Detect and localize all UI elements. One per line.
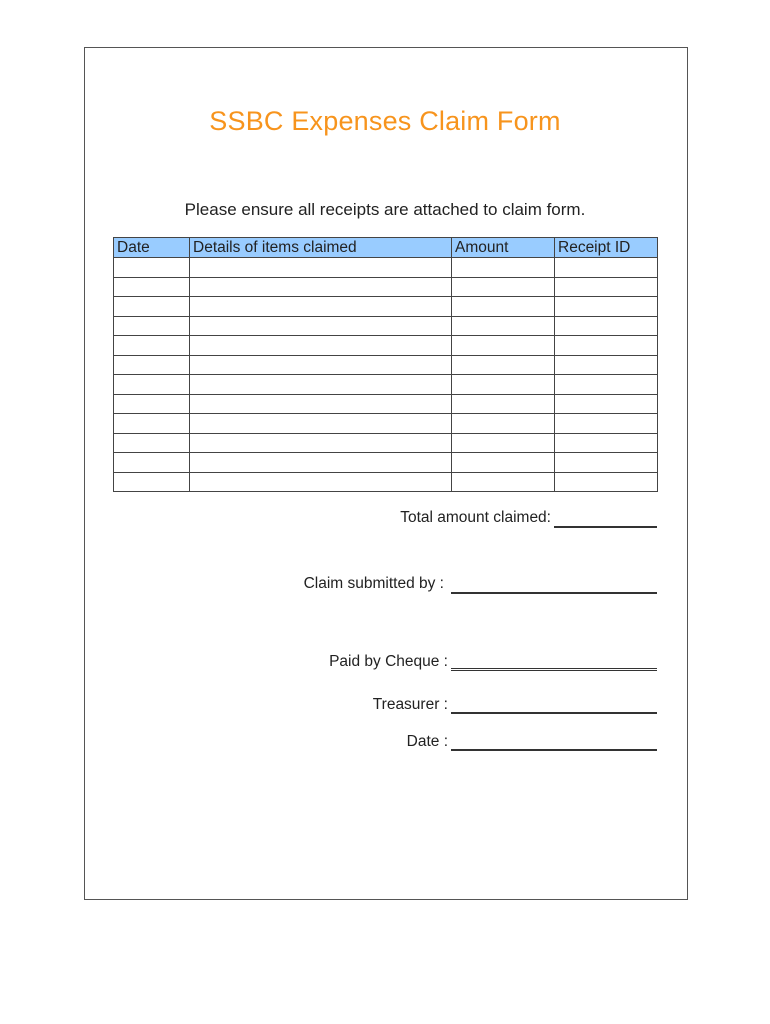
receipt-id-cell[interactable] xyxy=(555,433,658,453)
details-cell[interactable] xyxy=(190,277,452,297)
claims-table-header-row xyxy=(114,238,658,258)
details-cell[interactable] xyxy=(190,336,452,356)
paid-by-cheque-line[interactable] xyxy=(451,668,657,671)
date-label: Date : xyxy=(406,733,448,750)
claims-table-body xyxy=(114,258,658,492)
date-cell[interactable] xyxy=(114,355,190,375)
date-cell[interactable] xyxy=(114,316,190,336)
amount-cell[interactable] xyxy=(452,394,555,414)
date-cell[interactable] xyxy=(114,375,190,395)
date-cell[interactable] xyxy=(114,336,190,356)
receipt-id-cell[interactable] xyxy=(555,258,658,278)
date-cell[interactable] xyxy=(114,277,190,297)
claim-row xyxy=(114,258,658,278)
claim-row xyxy=(114,336,658,356)
details-cell[interactable] xyxy=(190,355,452,375)
claim-row xyxy=(114,316,658,336)
claim-row xyxy=(114,472,658,492)
amount-cell[interactable] xyxy=(452,453,555,473)
claim-row xyxy=(114,375,658,395)
amount-cell[interactable] xyxy=(452,258,555,278)
amount-cell[interactable] xyxy=(452,316,555,336)
date-cell[interactable] xyxy=(114,297,190,317)
receipt-id-cell[interactable] xyxy=(555,394,658,414)
details-cell[interactable] xyxy=(190,433,452,453)
amount-cell[interactable] xyxy=(452,414,555,434)
date-cell[interactable] xyxy=(114,433,190,453)
receipt-id-cell[interactable] xyxy=(555,297,658,317)
date-cell[interactable] xyxy=(114,258,190,278)
amount-cell[interactable] xyxy=(452,355,555,375)
receipt-id-cell[interactable] xyxy=(555,472,658,492)
claim-row xyxy=(114,297,658,317)
header-amount: Amount xyxy=(452,238,555,258)
date-line[interactable] xyxy=(451,749,657,751)
header-date: Date xyxy=(114,238,190,258)
claim-row xyxy=(114,414,658,434)
treasurer-label: Treasurer : xyxy=(372,696,448,713)
details-cell[interactable] xyxy=(190,375,452,395)
details-cell[interactable] xyxy=(190,394,452,414)
header-details: Details of items claimed xyxy=(190,238,452,258)
header-receipt-id: Receipt ID xyxy=(555,238,658,258)
date-cell[interactable] xyxy=(114,394,190,414)
date-cell[interactable] xyxy=(114,414,190,434)
claims-table xyxy=(113,237,658,492)
amount-cell[interactable] xyxy=(452,472,555,492)
receipt-id-cell[interactable] xyxy=(555,277,658,297)
claim-submitted-by-label: Claim submitted by : xyxy=(303,575,444,592)
receipt-id-cell[interactable] xyxy=(555,336,658,356)
details-cell[interactable] xyxy=(190,297,452,317)
total-amount-line[interactable] xyxy=(554,526,657,528)
amount-cell[interactable] xyxy=(452,433,555,453)
total-amount-label: Total amount claimed: xyxy=(400,509,551,526)
amount-cell[interactable] xyxy=(452,277,555,297)
receipts-instruction: Please ensure all receipts are attached to claim form. xyxy=(184,200,586,219)
paid-by-cheque-label: Paid by Cheque : xyxy=(329,653,448,670)
claim-submitted-by-line[interactable] xyxy=(451,592,657,594)
claim-row xyxy=(114,355,658,375)
details-cell[interactable] xyxy=(190,316,452,336)
details-cell[interactable] xyxy=(190,258,452,278)
receipt-id-cell[interactable] xyxy=(555,375,658,395)
amount-cell[interactable] xyxy=(452,336,555,356)
claim-row xyxy=(114,277,658,297)
details-cell[interactable] xyxy=(190,414,452,434)
form-title: SSBC Expenses Claim Form xyxy=(209,106,561,136)
date-cell[interactable] xyxy=(114,472,190,492)
claim-row xyxy=(114,453,658,473)
amount-cell[interactable] xyxy=(452,297,555,317)
receipt-id-cell[interactable] xyxy=(555,316,658,336)
receipt-id-cell[interactable] xyxy=(555,453,658,473)
date-cell[interactable] xyxy=(114,453,190,473)
claim-row xyxy=(114,394,658,414)
claim-row xyxy=(114,433,658,453)
details-cell[interactable] xyxy=(190,453,452,473)
receipt-id-cell[interactable] xyxy=(555,355,658,375)
details-cell[interactable] xyxy=(190,472,452,492)
treasurer-line[interactable] xyxy=(451,712,657,714)
amount-cell[interactable] xyxy=(452,375,555,395)
receipt-id-cell[interactable] xyxy=(555,414,658,434)
